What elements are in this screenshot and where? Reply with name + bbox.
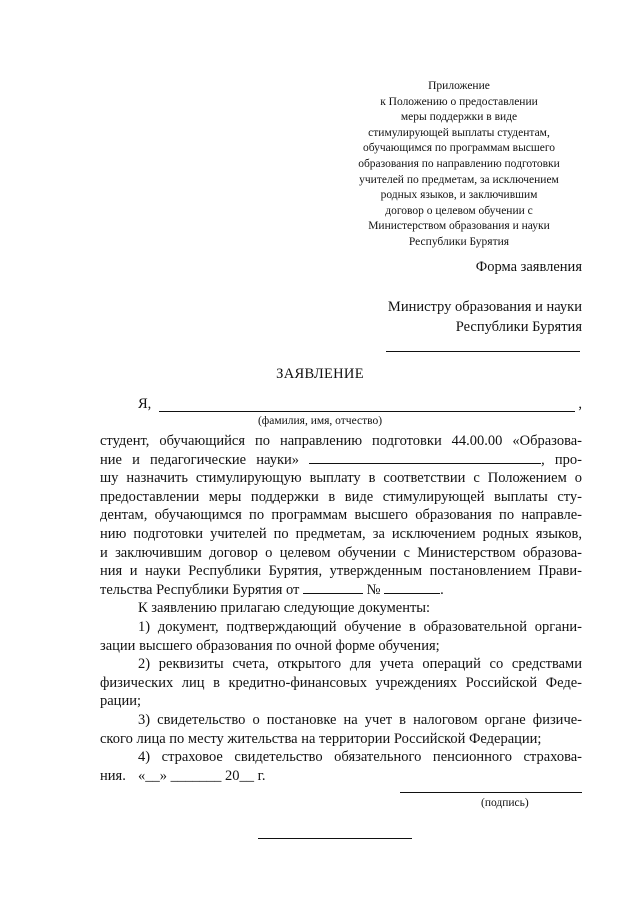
appendix-line: образования по направлению подготовки <box>358 157 560 170</box>
body-line: дентам, обучающимся по программам высшего образования по направле- <box>100 507 582 524</box>
appendix-line: родных языков, и заключившим <box>380 189 538 202</box>
fio-caption: (фамилия, имя, отчество) <box>257 415 383 427</box>
applicant-name-blank[interactable] <box>159 411 575 412</box>
body-text: , про- <box>541 451 583 468</box>
program-blank[interactable] <box>309 451 541 464</box>
attachment-item-2: 2) реквизиты счета, открытого для учета операций со средствами <box>138 656 582 673</box>
bottom-blank-line[interactable] <box>258 838 412 839</box>
addressee-name-blank[interactable] <box>386 351 580 352</box>
addressee-line: Республики Бурятия <box>455 319 582 335</box>
attachment-item-2-cont: рации; <box>100 693 141 710</box>
appendix-line: стимулирующей выплаты студентам, <box>368 126 550 139</box>
appendix-line: Приложение <box>428 80 490 92</box>
attachment-item-4: 4) страховое свидетельство обязательного пенсионного страхова- <box>138 749 582 766</box>
body-line <box>100 581 582 600</box>
appendix-line: Республики Бурятия <box>408 235 510 248</box>
attachment-item-1-cont: зации высшего образования по очной форме обучения; <box>100 637 440 654</box>
appendix-line: Министерством образования и науки <box>368 220 550 233</box>
attachment-item-1: 1) документ, подтверждающий обучение в образовательной органи- <box>138 618 582 635</box>
appendix-line: обучающимся по программам высшего <box>362 142 556 155</box>
applicant-prefix: Я, <box>138 396 152 412</box>
body-text: ние и педагогические науки» <box>100 451 300 468</box>
application-body <box>100 432 582 785</box>
appendix-header <box>318 79 600 251</box>
applicant-name-row <box>100 396 582 416</box>
signature-caption: (подпись) <box>481 797 529 809</box>
body-line: ния и науки Республики Бурятия, утвержденным постановлением Прави- <box>100 563 582 580</box>
document-title: ЗАЯВЛЕНИЕ <box>276 366 364 382</box>
body-line <box>100 451 582 470</box>
body-text: тельства Республики Бурятия от <box>100 581 300 598</box>
addressee-line: Министру образования и науки <box>387 299 582 315</box>
appendix-line: учителей по предметам, за исключением <box>359 173 559 186</box>
date-field[interactable]: «__» _______ 20__ г. <box>138 768 266 784</box>
resolution-number-blank[interactable] <box>384 581 440 594</box>
body-line: нию подготовки учителей по предметам, за исключением родных языков, <box>100 525 582 542</box>
applicant-suffix: , <box>578 396 582 412</box>
attachment-item-2-cont: физических лиц в кредитно-финансовых учреждениях Российской Феде- <box>100 674 582 691</box>
addressee <box>388 297 582 337</box>
body-line: предоставлении меры поддержки в виде стимулирующей выплаты сту- <box>100 488 582 505</box>
attachment-item-4-cont: ния. <box>100 767 126 784</box>
signature-blank[interactable] <box>400 792 582 793</box>
body-text: . <box>440 581 444 598</box>
attachments-intro: К заявлению прилагаю следующие документы: <box>138 600 431 617</box>
body-line: и заключившим договор о целевом обучении с Министерством образова- <box>100 544 582 561</box>
number-sign: № <box>366 581 381 598</box>
appendix-line: меры поддержки в виде <box>400 111 518 124</box>
resolution-date-blank[interactable] <box>303 581 363 594</box>
attachment-item-3: 3) свидетельство о постановке на учет в налоговом органе физиче- <box>138 711 582 728</box>
appendix-line: к Положению о предоставлении <box>380 95 538 108</box>
appendix-line: договор о целевом обучении с <box>385 204 533 217</box>
attachment-item-3-cont: ского лица по месту жительства на территории Российской Федерации; <box>100 730 542 747</box>
form-title: Форма заявления <box>475 259 582 275</box>
body-line: студент, обучающийся по направлению подготовки 44.00.00 «Образова- <box>100 433 582 449</box>
body-line: шу назначить стимулирующую выплату в соответствии с Положением о <box>100 470 582 487</box>
